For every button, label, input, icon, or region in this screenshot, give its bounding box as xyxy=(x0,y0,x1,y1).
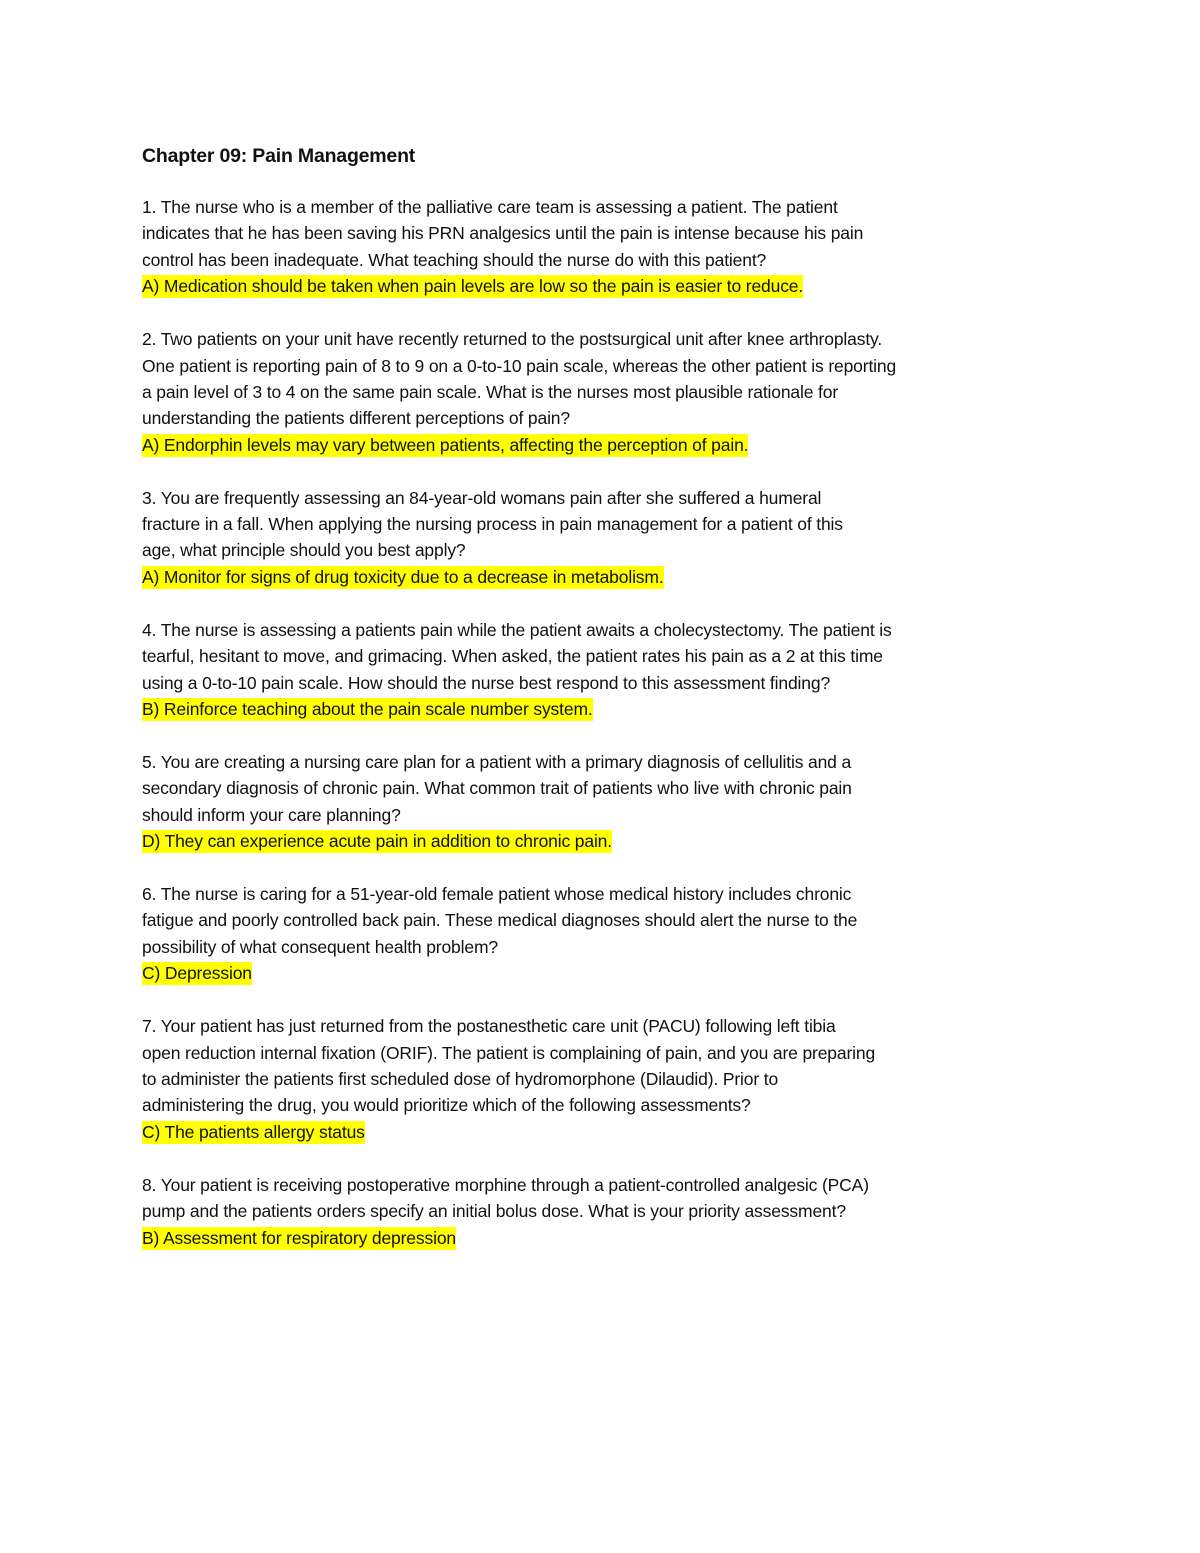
question-1 xyxy=(142,194,902,300)
question-8 xyxy=(142,1172,902,1251)
answer-highlight xyxy=(142,1225,902,1251)
question-text: 5. You are creating a nursing care plan for a patient with a primary diagnosis of cellulitis and a secondary diagnosis of chronic pain. What common trait of patients who live with chronic pain should inform your care planning? xyxy=(142,751,852,825)
answer-text: C) The patients allergy status xyxy=(142,1121,365,1142)
answer-text: B) Reinforce teaching about the pain scale number system. xyxy=(142,699,593,719)
answer-text: A) Medication should be taken when pain levels are low so the pain is easier to reduce. xyxy=(142,276,804,297)
question-3 xyxy=(142,485,902,591)
document-page xyxy=(142,140,902,1277)
answer-text: A) Endorphin levels may vary between patients, affecting the perception of pain. xyxy=(142,434,749,455)
question-5 xyxy=(142,749,902,855)
question-4 xyxy=(142,617,902,723)
question-text: 7. Your patient has just returned from the postanesthetic care unit (PACU) following left tibia open reduction internal fixation (ORIF). The patient is complaining of pain, and you are preparing to administer the patients first scheduled dose of hydromorphone (Dilaudid). Prior to administering the drug, you would prioritize which of the following assessments? xyxy=(142,1016,876,1116)
answer-highlight xyxy=(142,828,902,854)
answer-text: C) Depression xyxy=(142,963,252,984)
question-text: 6. The nurse is caring for a 51-year-old female patient whose medical history includes chronic fatigue and poorly controlled back pain. These medical diagnoses should alert the nurse to the possibility of what consequent health problem? xyxy=(142,884,858,957)
answer-highlight xyxy=(142,564,902,590)
answer-highlight xyxy=(142,960,902,986)
answer-text: A) Monitor for signs of drug toxicity due to a decrease in metabolism. xyxy=(142,566,664,587)
answer-text: D) They can experience acute pain in addition to chronic pain. xyxy=(142,831,612,852)
answer-highlight xyxy=(142,696,902,722)
question-text: 3. You are frequently assessing an 84-year-old womans pain after she suffered a humeral fracture in a fall. When applying the nursing process in pain management for a patient of this age, what principle should you best apply? xyxy=(142,487,843,561)
question-6 xyxy=(142,881,902,987)
question-text: 4. The nurse is assessing a patients pain while the patient awaits a cholecystectomy. The patient is tearful, hesitant to move, and grimacing. When asked, the patient rates his pain as a 2 at this time using a 0-to-10 pain scale. How should the nurse best respond to this assessment finding? xyxy=(142,619,892,693)
question-text: 2. Two patients on your unit have recently returned to the postsurgical unit after knee arthroplasty. One patient is reporting pain of 8 to 9 on a 0-to-10 pain scale, whereas the other patient is reporting a pain level of 3 to 4 on the same pain scale. What is the nurses most plausible rationale for understanding the patients different perceptions of pain? xyxy=(142,329,897,429)
chapter-title: Chapter 09: Pain Management xyxy=(142,145,416,167)
answer-highlight xyxy=(142,432,902,458)
answer-text: B) Assessment for respiratory depression xyxy=(142,1227,456,1248)
answer-highlight xyxy=(142,1119,902,1145)
question-7 xyxy=(142,1013,902,1145)
question-2 xyxy=(142,326,902,458)
question-text: 1. The nurse who is a member of the palliative care team is assessing a patient. The patient indicates that he has been saving his PRN analgesics until the pain is intense because his pain control has been inadequate. What teaching should the nurse do with this patient? xyxy=(142,197,864,270)
question-text: 8. Your patient is receiving postoperative morphine through a patient-controlled analgesic (PCA) pump and the patients orders specify an initial bolus dose. What is your priority assessment? xyxy=(142,1174,869,1222)
answer-highlight xyxy=(142,273,842,299)
